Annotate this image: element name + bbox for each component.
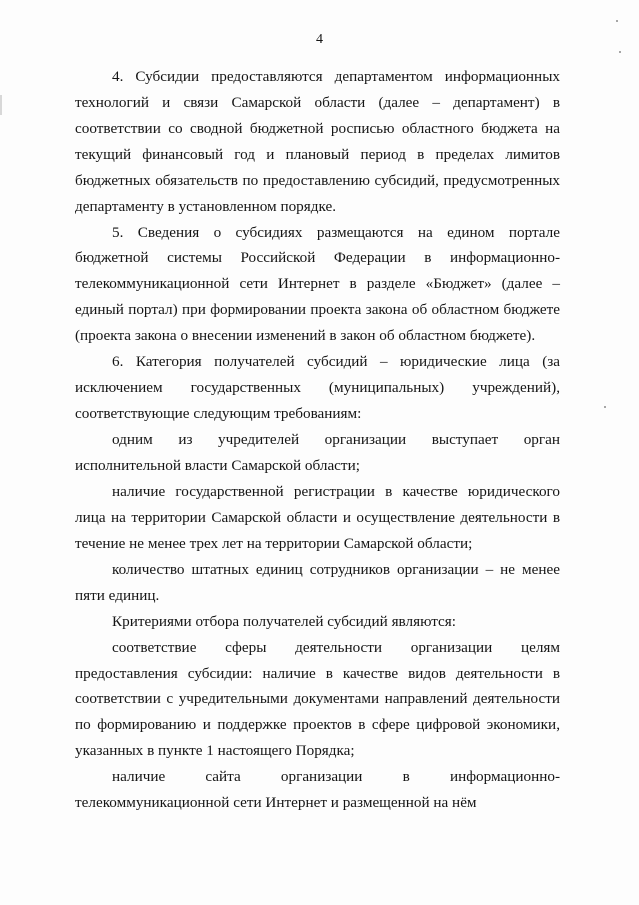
document-body — [75, 64, 560, 816]
criterion-website: наличие сайта организации в информационно-телекоммуникационной сети Интернет и размещенной на нём — [75, 768, 560, 812]
page-number: 4 — [316, 32, 323, 47]
scan-speck — [616, 20, 618, 22]
paragraph-4: 4. Субсидии предоставляются департаментом информационных технологий и связи Самарской области (далее – департамент) в соответствии со сводной бюджетной росписью областного бюджета на текущий финансовый год и плановый период в пределах лимитов бюджетных обязательств по предоставлению субсидий, предусмотренных департаменту в установленном порядке. — [75, 68, 560, 215]
scan-edge-mark — [0, 95, 2, 115]
scan-speck — [619, 51, 621, 53]
paragraph-5: 5. Сведения о субсидиях размещаются на едином портале бюджетной системы Российской Федерации в информационно-телекоммуникационной сети Интернет в разделе «Бюджет» (далее – единый портал) при формировании проекта закона об областном бюджете (проекта закона о внесении изменений в закон об областном бюджете). — [75, 223, 560, 345]
requirement-staff: количество штатных единиц сотрудников организации – не менее пяти единиц. — [75, 560, 560, 604]
criteria-heading: Критериями отбора получателей субсидий являются: — [112, 612, 457, 630]
scan-speck — [604, 406, 606, 408]
paragraph-6: 6. Категория получателей субсидий – юридические лица (за исключением государственных (муниципальных) учреждений), соответствующие следующим требованиям: — [75, 353, 560, 422]
requirement-founder: одним из учредителей организации выступает орган исполнительной власти Самарской области; — [75, 430, 560, 474]
criterion-activity: соответствие сферы деятельности организации целям предоставления субсидии: наличие в качестве видов деятельности в соответствии с учредительными документами направлений деятельности по формированию и поддержке проектов в сфере цифровой экономики, указанных в пункте 1 настоящего Порядка; — [75, 638, 560, 760]
requirement-registration: наличие государственной регистрации в качестве юридического лица на территории Самарской области и осуществление деятельности в течение не менее трех лет на территории Самарской области; — [75, 482, 560, 552]
